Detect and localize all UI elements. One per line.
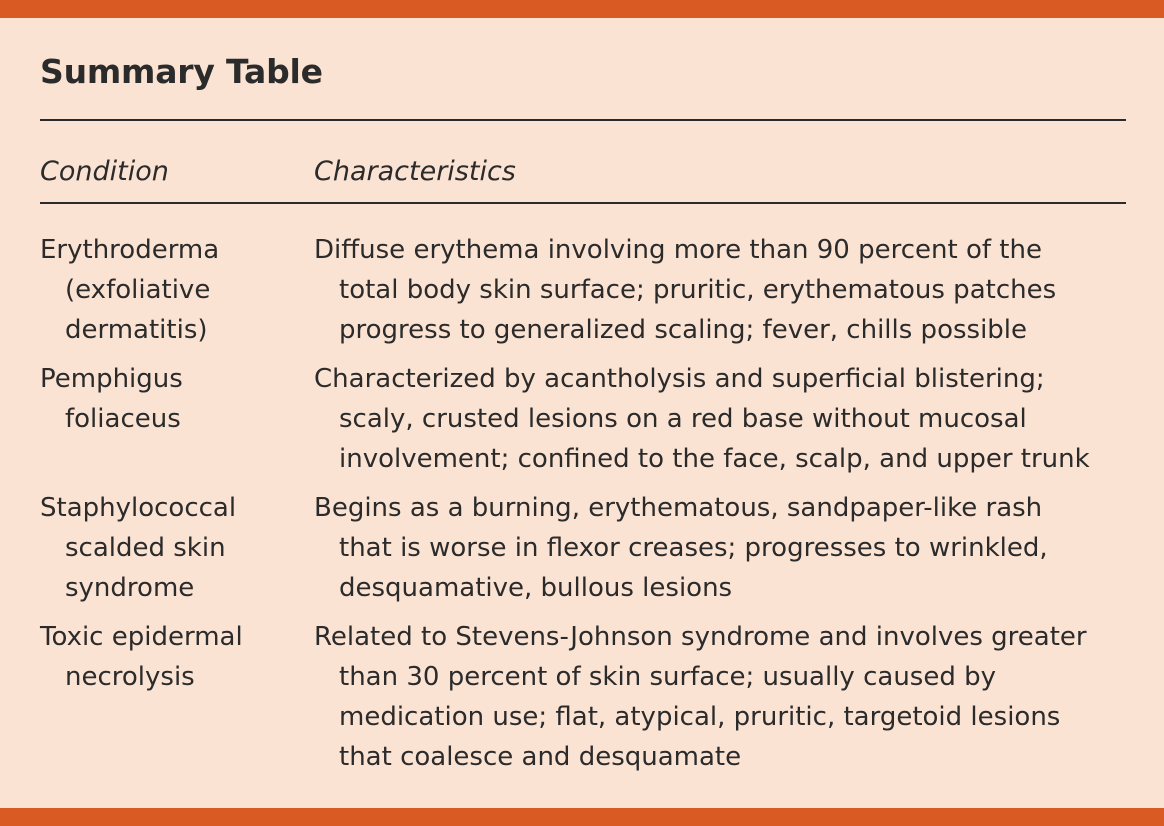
condition-line: dermatitis) bbox=[65, 315, 208, 345]
characteristics-line: Diffuse erythema involving more than 90 percent of the bbox=[314, 235, 1042, 265]
condition-line: Pemphigus bbox=[40, 364, 183, 394]
table-title: Summary Table bbox=[40, 52, 323, 91]
bottom-accent-bar bbox=[0, 808, 1164, 826]
table-row bbox=[40, 230, 1140, 350]
condition-cell bbox=[40, 488, 314, 608]
characteristics-line: that coalesce and desquamate bbox=[339, 742, 742, 772]
condition-line: Toxic epidermal bbox=[40, 622, 243, 652]
header-condition: Condition bbox=[40, 156, 169, 187]
characteristics-line: total body skin surface; pruritic, erythematous patches bbox=[339, 275, 1057, 305]
characteristics-line: Begins as a burning, erythematous, sandpaper-like rash bbox=[314, 493, 1043, 523]
characteristics-cell bbox=[314, 359, 1144, 479]
condition-line: (exfoliative bbox=[65, 275, 211, 305]
condition-line: Staphylococcal bbox=[40, 493, 237, 523]
title-divider bbox=[40, 119, 1126, 121]
condition-line: syndrome bbox=[65, 573, 195, 603]
condition-line: necrolysis bbox=[65, 662, 195, 692]
table-row bbox=[40, 359, 1140, 479]
condition-line: foliaceus bbox=[65, 404, 181, 434]
condition-cell bbox=[40, 617, 314, 777]
table-row bbox=[40, 617, 1140, 777]
condition-line: scalded skin bbox=[65, 533, 226, 563]
header-divider bbox=[40, 202, 1126, 204]
condition-cell bbox=[40, 359, 314, 479]
characteristics-line: medication use; flat, atypical, pruritic, targetoid lesions bbox=[339, 702, 1061, 732]
characteristics-line: Related to Stevens-Johnson syndrome and involves greater bbox=[314, 622, 1087, 652]
top-accent-bar bbox=[0, 0, 1164, 18]
header-characteristics: Characteristics bbox=[314, 156, 516, 187]
characteristics-line: than 30 percent of skin surface; usually caused by bbox=[339, 662, 996, 692]
characteristics-line: progress to generalized scaling; fever, chills possible bbox=[339, 315, 1028, 345]
characteristics-line: Characterized by acantholysis and superficial blistering; bbox=[314, 364, 1045, 394]
characteristics-line: involvement; confined to the face, scalp, and upper trunk bbox=[339, 444, 1090, 474]
characteristics-cell bbox=[314, 230, 1144, 350]
characteristics-line: scaly, crusted lesions on a red base without mucosal bbox=[339, 404, 1027, 434]
characteristics-cell bbox=[314, 617, 1144, 777]
characteristics-cell bbox=[314, 488, 1144, 608]
condition-line: Erythroderma bbox=[40, 235, 220, 265]
condition-cell bbox=[40, 230, 314, 350]
characteristics-line: desquamative, bullous lesions bbox=[339, 573, 733, 603]
table-body bbox=[40, 230, 1140, 786]
table-row bbox=[40, 488, 1140, 608]
characteristics-line: that is worse in flexor creases; progresses to wrinkled, bbox=[339, 533, 1048, 563]
